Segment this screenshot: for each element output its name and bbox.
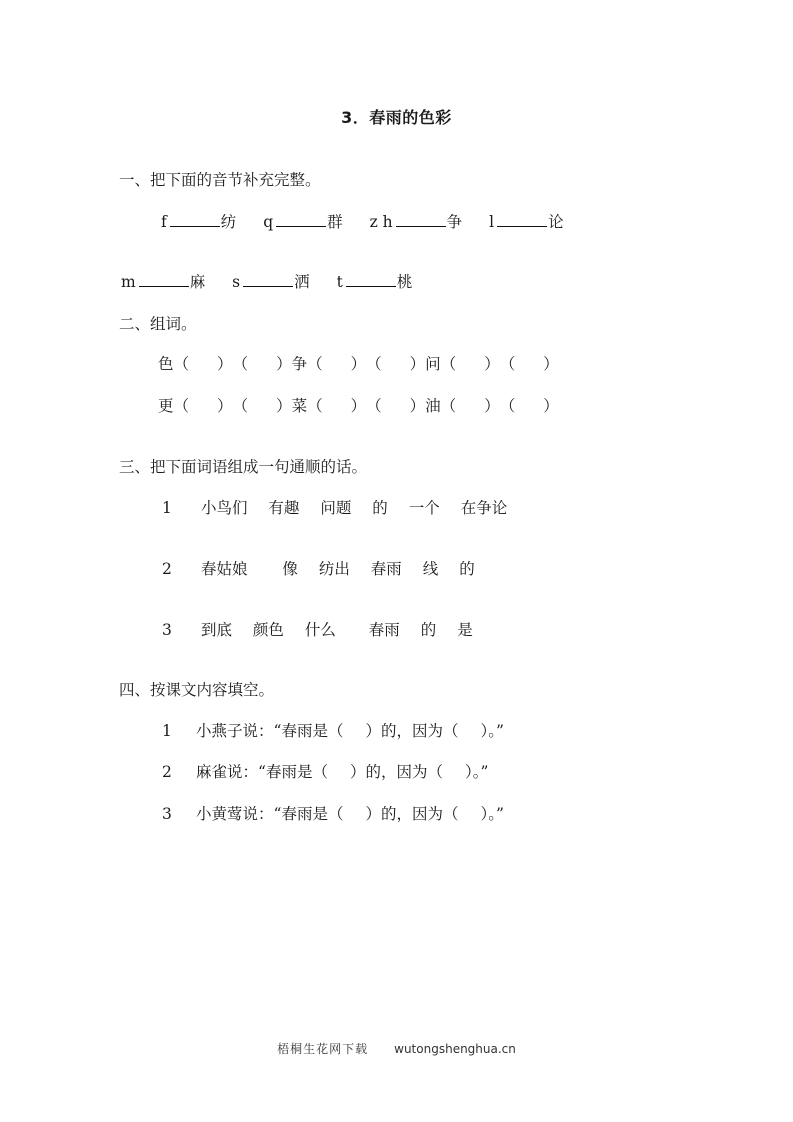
- close-paren: ）: [409, 355, 426, 373]
- open-paren: （: [440, 397, 457, 415]
- hanzi: 洒: [294, 273, 310, 291]
- word-chip: 是: [457, 621, 473, 639]
- fill-blank[interactable]: [497, 212, 547, 227]
- pinyin-row-2: [121, 270, 412, 292]
- hanzi: 桃: [396, 273, 413, 291]
- item-number: 1: [162, 722, 172, 740]
- pinyin-initial: q: [263, 213, 274, 231]
- fill-blank[interactable]: [243, 272, 293, 287]
- open-paren: （: [232, 355, 249, 373]
- word-group: [158, 352, 292, 374]
- section-4-heading: 四、按课文内容填空。: [119, 681, 275, 699]
- sentence-item-1: [162, 496, 507, 518]
- word-chip: 的: [420, 621, 437, 639]
- fill-blank[interactable]: [396, 212, 446, 227]
- quote-start: “春雨是（: [258, 763, 328, 781]
- word-chip: 有趣: [268, 499, 300, 517]
- pinyin-row-1: [161, 210, 564, 232]
- item-number: 3: [162, 621, 172, 639]
- close-paren: ）: [217, 355, 233, 373]
- word-group: [425, 394, 559, 416]
- close-paren: ）: [543, 397, 559, 415]
- quote-end: ）。”: [480, 805, 504, 823]
- page-title: 3．春雨的色彩: [341, 108, 452, 127]
- word-chip: 什么: [304, 621, 336, 639]
- section-3-heading: 三、把下面词语组成一句通顺的话。: [119, 458, 368, 476]
- word-group: [425, 352, 559, 374]
- word-group: [292, 394, 426, 416]
- open-paren: （: [440, 355, 457, 373]
- word-chip: 到底: [200, 621, 232, 639]
- fill-item-2: [162, 760, 488, 782]
- hanzi: 麻: [189, 273, 206, 291]
- quote-start: “春雨是（: [273, 722, 344, 740]
- speaker: 小黄莺说：: [196, 805, 274, 823]
- item-number: 2: [162, 560, 172, 578]
- fill-blank[interactable]: [276, 212, 326, 227]
- word-chip: 春雨: [370, 560, 402, 578]
- open-paren: （: [307, 397, 323, 415]
- fill-blank[interactable]: [346, 272, 396, 287]
- close-paren: ）: [276, 355, 292, 373]
- open-paren: （: [232, 397, 249, 415]
- quote-end: ）。”: [464, 763, 489, 781]
- open-paren: （: [173, 355, 190, 373]
- quote-end: ）。”: [480, 722, 504, 740]
- close-paren: ）: [276, 397, 292, 415]
- close-paren: ）: [543, 355, 559, 373]
- word-group: [158, 394, 292, 416]
- word-chip: 小鸟们: [200, 499, 248, 517]
- pinyin-item: [337, 270, 413, 292]
- close-paren: ）: [217, 397, 233, 415]
- hanzi: 油: [425, 397, 441, 415]
- fill-blank[interactable]: [170, 212, 220, 227]
- pinyin-initial: t: [336, 273, 343, 291]
- word-chip: 的: [372, 499, 388, 517]
- word-chip: 在争论: [460, 499, 508, 517]
- pinyin-item: [263, 210, 342, 232]
- word-chip: 春雨: [368, 621, 400, 639]
- close-paren: ）: [409, 397, 426, 415]
- hanzi: 问: [425, 355, 441, 373]
- footer-url[interactable]: wutongshenghua.cn: [394, 1042, 516, 1056]
- sentence-item-3: [162, 618, 473, 640]
- word-chip: 一个: [408, 499, 440, 517]
- open-paren: （: [499, 355, 516, 373]
- word-chip: 线: [422, 560, 439, 578]
- word-chip: 春姑娘: [200, 560, 248, 578]
- word-chip: 纺出: [318, 560, 350, 578]
- quote-middle: ）的，因为（: [349, 763, 443, 781]
- word-group-row-2: [158, 394, 559, 416]
- pinyin-item: [370, 210, 463, 232]
- pinyin-initial: f: [161, 213, 167, 231]
- open-paren: （: [173, 397, 190, 415]
- sentence-item-2: [162, 557, 475, 579]
- pinyin-initial: m: [121, 273, 136, 291]
- close-paren: ）: [484, 397, 500, 415]
- pinyin-initial: s: [232, 273, 241, 291]
- open-paren: （: [366, 397, 382, 415]
- section-2-heading: 二、组词。: [119, 315, 197, 333]
- open-paren: （: [499, 397, 516, 415]
- open-paren: （: [307, 355, 323, 373]
- word-chip: 的: [459, 560, 475, 578]
- hanzi: 纺: [220, 213, 237, 231]
- hanzi: 菜: [291, 397, 308, 415]
- quote-start: “春雨是（: [273, 805, 344, 823]
- fill-blank[interactable]: [139, 272, 189, 287]
- speaker: 小燕子说：: [196, 722, 274, 740]
- pinyin-initial: l: [489, 213, 495, 231]
- quote-middle: ）的，因为（: [365, 722, 459, 740]
- hanzi: 争: [291, 355, 308, 373]
- close-paren: ）: [350, 397, 367, 415]
- hanzi: 论: [548, 213, 564, 231]
- hanzi: 更: [158, 397, 174, 415]
- open-paren: （: [366, 355, 382, 373]
- pinyin-initial: z h: [369, 213, 393, 231]
- page-footer: [0, 1040, 793, 1057]
- quote-middle: ）的，因为（: [365, 805, 459, 823]
- pinyin-item: [121, 270, 205, 292]
- fill-item-1: [162, 719, 504, 741]
- word-group-row-1: [158, 352, 559, 374]
- word-group: [292, 352, 426, 374]
- footer-site-name: 梧桐生花网下载: [277, 1042, 369, 1056]
- pinyin-item: [489, 210, 563, 232]
- item-number: 1: [162, 499, 172, 517]
- fill-item-3: [162, 802, 504, 824]
- close-paren: ）: [484, 355, 500, 373]
- pinyin-item: [232, 270, 309, 292]
- hanzi: 争: [446, 213, 463, 231]
- hanzi: 色: [158, 355, 174, 373]
- word-chip: 问题: [320, 499, 352, 517]
- hanzi: 群: [327, 213, 343, 231]
- word-chip: 像: [282, 560, 298, 578]
- close-paren: ）: [350, 355, 367, 373]
- item-number: 3: [162, 805, 172, 823]
- word-chip: 颜色: [252, 621, 284, 639]
- item-number: 2: [162, 763, 172, 781]
- speaker: 麻雀说：: [196, 763, 259, 781]
- pinyin-item: [161, 210, 236, 232]
- section-1-heading: 一、把下面的音节补充完整。: [119, 171, 321, 189]
